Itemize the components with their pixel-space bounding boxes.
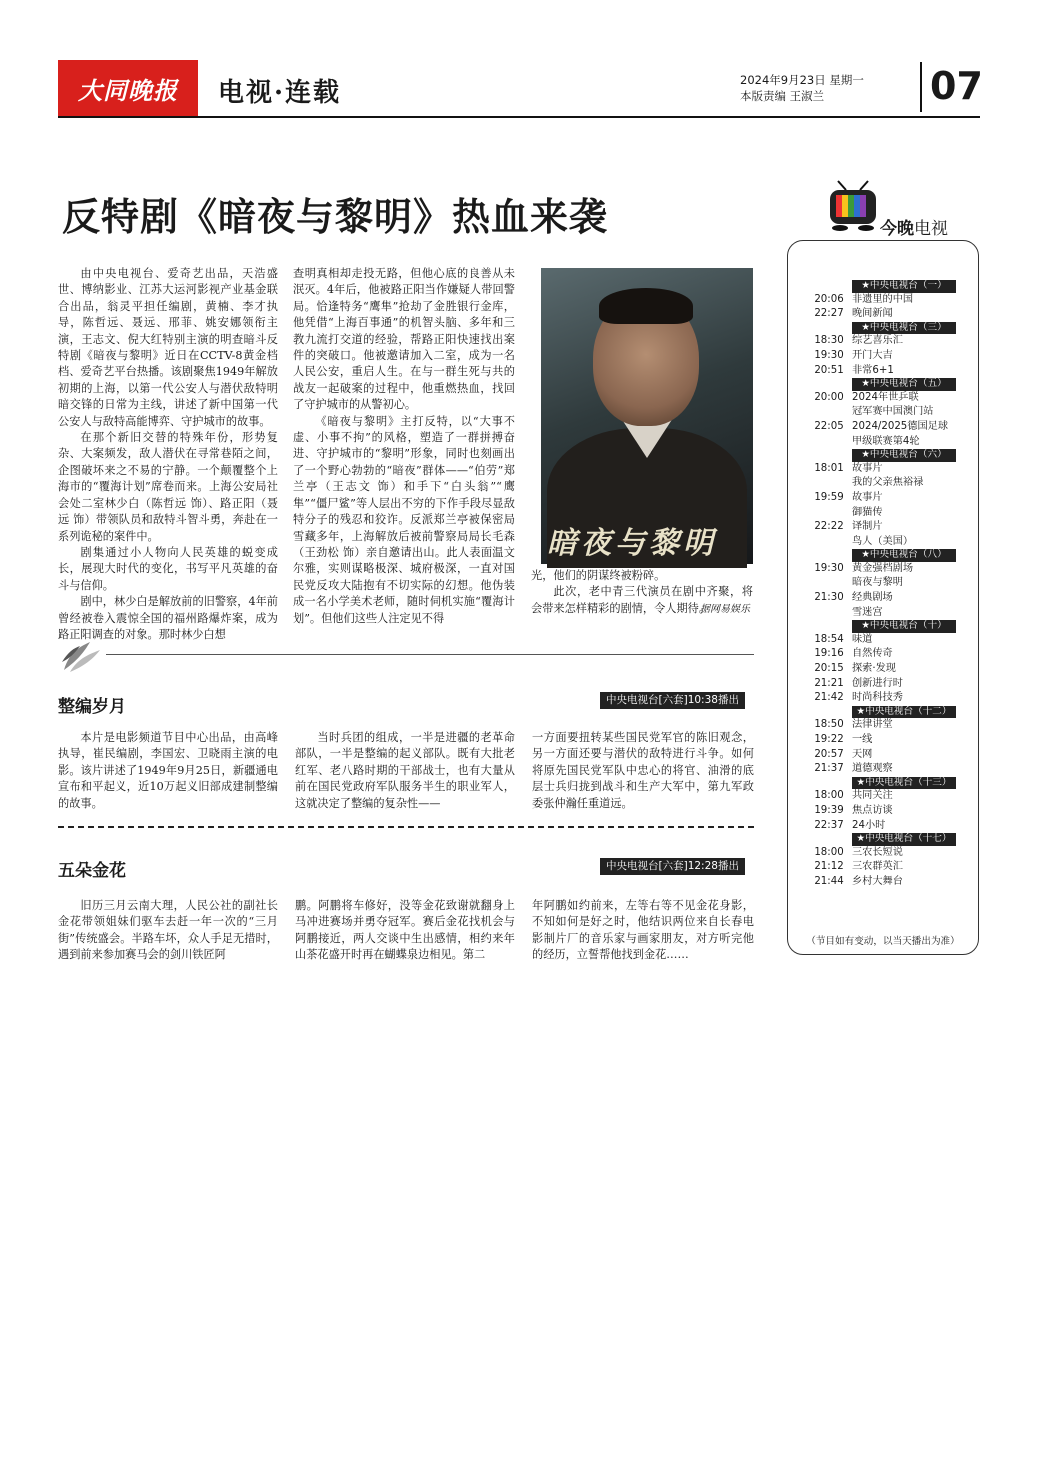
program-time: 21:12 bbox=[814, 861, 844, 873]
newspaper-logo: 大同晚报 bbox=[58, 60, 198, 116]
program-title: 24小时 bbox=[852, 819, 886, 831]
program-time: 18:00 bbox=[814, 846, 844, 858]
flower-ornament-icon bbox=[60, 640, 104, 674]
program-row bbox=[806, 405, 956, 420]
program-row bbox=[806, 804, 956, 819]
program-title: 故事片 bbox=[852, 491, 883, 503]
program-time: 18:50 bbox=[814, 719, 844, 731]
program-title: 一线 bbox=[852, 734, 873, 745]
program-title: 法律讲堂 bbox=[852, 719, 893, 731]
program-row bbox=[806, 662, 956, 677]
channel-header: ★中央电视台（十） bbox=[852, 620, 956, 633]
drama-still-photo bbox=[541, 268, 753, 564]
program-row bbox=[806, 435, 956, 450]
program-time: 21:44 bbox=[814, 875, 844, 887]
source-credit: 据网易娱乐 bbox=[700, 604, 750, 615]
program-title: 探索·发现 bbox=[852, 663, 896, 675]
program-title: 暗夜与黎明 bbox=[852, 577, 903, 589]
paragraph: 剧集通过小人物向人民英雄的蜕变成长，展现大时代的变化，书写平凡英雄的奋斗与信仰。 bbox=[58, 545, 278, 592]
program-title: 2024/2025德国足球 bbox=[852, 420, 949, 432]
program-title: 道德观察 bbox=[852, 763, 893, 775]
program-time: 22:05 bbox=[814, 420, 844, 432]
tv-icon bbox=[826, 180, 880, 232]
program-title: 鸟人（美国） bbox=[852, 535, 914, 547]
program-row bbox=[806, 520, 956, 535]
dashed-divider bbox=[58, 826, 754, 828]
story3-column-3 bbox=[532, 898, 754, 968]
program-title: 御猫传 bbox=[852, 506, 883, 518]
tv-listing bbox=[806, 280, 956, 890]
program-time: 21:37 bbox=[814, 763, 844, 775]
story2-column-3 bbox=[532, 730, 754, 816]
program-row bbox=[806, 677, 956, 692]
program-title: 非遗里的中国 bbox=[852, 293, 914, 305]
program-title: 综艺喜乐汇 bbox=[852, 335, 903, 347]
paragraph: 由中央电视台、爱奇艺出品，天浩盛世、博纳影业、江苏大运河影视产业基金联合出品，翁灵平担任编剧，黄楠、李才执导，陈哲远、聂远、邢菲、姚安娜领衔主演，王志文、倪大红特别主演的明查暗斗反特剧《暗夜与黎明》近日在CCTV-8黄金档档、爱奇艺平台热播。该剧聚焦1949年解放初期的上海，以第一代公安人与潜伏敌特明暗交锋的日常为主线，讲述了新中国第一代公安人与敌特高能博弈、守护城市的故事。 bbox=[58, 267, 278, 428]
program-title: 三农群英汇 bbox=[852, 861, 903, 873]
program-row bbox=[806, 562, 956, 577]
program-time: 20:15 bbox=[814, 663, 844, 675]
program-row bbox=[806, 576, 956, 591]
program-title: 乡村大舞台 bbox=[852, 875, 903, 887]
program-time: 20:00 bbox=[814, 391, 844, 403]
program-title: 三农长短说 bbox=[852, 846, 903, 858]
header-rule bbox=[58, 116, 980, 118]
broadcast-tag: 中央电视台[六套]12:28播出 bbox=[600, 858, 745, 875]
paragraph: 在那个新旧交替的特殊年份，形势复杂、大案频发，敌人潜伏在寻常巷陌之间，企图破坏来之不易的宁静。一个颠覆整个上海市的“覆海计划”席卷而来。上海公安局社会处二室林少白（陈哲远 饰）、路正阳（聂远 饰）带领队员和敌特斗智斗勇，奔赴在一系列诡秘的案件中。 bbox=[58, 431, 278, 543]
program-time: 21:30 bbox=[814, 592, 844, 604]
program-row bbox=[806, 606, 956, 621]
program-time: 19:22 bbox=[814, 734, 844, 745]
issue-date: 2024年9月23日 星期一 bbox=[740, 73, 864, 87]
story-title-zhengbian: 整编岁月 bbox=[58, 697, 126, 717]
feature-headline: 反特剧《暗夜与黎明》热血来袭 bbox=[62, 194, 609, 239]
paragraph: 旧历三月云南大理，人民公社的副社长金花带领姐妹们驱车去赶一年一次的“三月街”传统盛会。半路车坏，众人手足无措时，遇到前来参加赛马会的剑川铁匠阿 bbox=[58, 899, 278, 962]
paragraph: 查明真相却走投无路，但他心底的良善从未泯灭。4年后，他被路正阳当作嫌疑人带回警局。恰逢特务“鹰隼”抢劫了金胜银行金库，他凭借“上海百事通”的机智头脑、多年和三教九流打交道的经验，帮路正阳快速找出案件的突破口。他被邀请加入二室，成为一名人民公安，重启人生。在与一群生死与共的战友一起破案的过程中，他重燃热血，找回了守护城市的从警初心。 bbox=[293, 267, 515, 412]
feature-column-1 bbox=[58, 266, 278, 641]
paragraph: 鹏。阿鹏将车修好，没等金花致谢就翻身上马冲进赛场并勇夺冠军。赛后金花找机会与阿鹏接近，两人交谈中生出感情，相约来年山茶花盛开时再在蝴蝶泉边相见。第二 bbox=[295, 899, 515, 962]
program-title: 冠军赛中国澳门站 bbox=[852, 406, 934, 418]
program-time: 22:22 bbox=[814, 521, 844, 533]
program-title: 自然传奇 bbox=[852, 648, 893, 660]
program-title: 译制片 bbox=[852, 521, 883, 533]
program-time: 19:16 bbox=[814, 648, 844, 660]
section-name: 电视·连载 bbox=[218, 78, 342, 108]
program-time bbox=[806, 405, 852, 420]
photo-caption: 暗夜与黎明 bbox=[547, 526, 717, 561]
schedule-note: （节目如有变动，以当天播出为准） bbox=[806, 936, 960, 947]
program-row bbox=[806, 591, 956, 606]
program-row bbox=[806, 691, 956, 706]
program-row bbox=[806, 506, 956, 521]
channel-header: ★中央电视台（八） bbox=[852, 549, 956, 562]
program-time bbox=[806, 435, 852, 450]
program-title: 2024年世乒联 bbox=[852, 391, 919, 403]
program-time bbox=[806, 606, 852, 621]
story3-column-2 bbox=[295, 898, 515, 968]
program-row bbox=[806, 491, 956, 506]
program-row bbox=[806, 846, 956, 861]
program-time: 20:57 bbox=[814, 748, 844, 760]
feature-column-2 bbox=[293, 266, 515, 625]
program-title: 甲级联赛第4轮 bbox=[852, 435, 920, 447]
program-row bbox=[806, 733, 956, 748]
program-time bbox=[806, 535, 852, 550]
program-time: 19:30 bbox=[814, 562, 844, 574]
program-row bbox=[806, 860, 956, 875]
program-title: 时尚科技秀 bbox=[852, 692, 903, 704]
channel-header: ★中央电视台（五） bbox=[852, 378, 956, 391]
channel-header: ★中央电视台（十二） bbox=[852, 706, 956, 719]
paragraph: 《暗夜与黎明》主打反特，以“大事不虚、小事不拘”的风格，塑造了一群拼搏奋进、守护城市的“黎明”形象，同时也刻画出了一个野心勃勃的“暗夜”群体——“伯劳”郑兰亭（王志文 饰）和手下“白头翁”“鹰隼”“僵尸鲨”等人层出不穷的下作手段尽显敌特分子的残忍和狡诈。反派郑兰亭被保密局雪藏多年，上海解放后被前警察局局长毛森（王劲松 饰）亲自邀请出山。此人表面温文尔雅，实则谋略极深、城府极深，一直对国民党反攻大陆抱有不切实际的幻想。他伪装成一名小学美术老师，随时伺机实施“覆海计划”。但他们这些人注定见不得 bbox=[293, 414, 515, 625]
program-title: 开门大吉 bbox=[852, 349, 893, 361]
paragraph: 年阿鹏如约前来，左等右等不见金花身影，不知如何是好之时，他结识两位来自长春电影制片厂的音乐家与画家朋友，对方听完他的经历，立誓帮他找到金花…… bbox=[532, 899, 754, 962]
program-time: 21:21 bbox=[814, 677, 844, 689]
story-title-wuduojinhua: 五朵金花 bbox=[58, 861, 126, 881]
program-title: 我的父亲焦裕禄 bbox=[852, 477, 924, 489]
program-time: 18:01 bbox=[814, 462, 844, 474]
program-row bbox=[806, 875, 956, 890]
channel-header: ★中央电视台（三） bbox=[852, 322, 956, 335]
channel-header: ★中央电视台（六） bbox=[852, 449, 956, 462]
program-time bbox=[806, 576, 852, 591]
program-row bbox=[806, 718, 956, 733]
section-divider bbox=[106, 654, 754, 655]
program-time: 20:06 bbox=[814, 293, 844, 305]
tonight-tv-heading bbox=[880, 214, 948, 239]
paragraph: 本片是电影频道节目中心出品，由高峰执导，崔民编剧，李国宏、卫晓雨主演的电影。该片讲述了1949年9月25日，新疆通电宣布和平起义，近10万起义旧部成建制整编的故事。 bbox=[58, 731, 278, 810]
program-row bbox=[806, 819, 956, 834]
tonight-heading-rest: 电视 bbox=[914, 219, 948, 239]
program-row bbox=[806, 762, 956, 777]
story2-column-2 bbox=[295, 730, 515, 816]
program-title: 经典剧场 bbox=[852, 592, 893, 604]
program-time: 18:30 bbox=[814, 335, 844, 347]
program-row bbox=[806, 349, 956, 364]
program-title: 晚间新闻 bbox=[852, 308, 893, 320]
program-title: 焦点访谈 bbox=[852, 804, 893, 816]
program-row bbox=[806, 391, 956, 406]
program-time: 19:39 bbox=[814, 804, 844, 816]
program-time: 18:54 bbox=[814, 633, 844, 645]
program-title: 故事片 bbox=[852, 462, 883, 474]
program-row bbox=[806, 462, 956, 477]
date-editor-info bbox=[740, 72, 864, 104]
program-time bbox=[806, 506, 852, 521]
page-number: 07 bbox=[930, 64, 983, 108]
program-row bbox=[806, 307, 956, 322]
program-title: 创新进行时 bbox=[852, 677, 903, 689]
paragraph: 剧中，林少白是解放前的旧警察，4年前曾经被卷入震惊全国的福州路爆炸案，成为路正阳调查的对象。那时林少白想 bbox=[58, 595, 278, 641]
program-title: 共同关注 bbox=[852, 790, 893, 802]
channel-header: ★中央电视台（一） bbox=[852, 280, 956, 293]
paragraph: 当时兵团的组成，一半是进疆的老革命部队，一半是整编的起义部队。既有大批老红军、老八路时期的干部战士，也有大量从前在国民党政府军队服务半生的职业军人，这就决定了整编的复杂性—— bbox=[295, 731, 515, 810]
page-editor: 本版责编 王淑兰 bbox=[740, 89, 825, 103]
channel-header: ★中央电视台（十三） bbox=[852, 777, 956, 790]
program-row bbox=[806, 293, 956, 308]
program-row bbox=[806, 420, 956, 435]
program-time bbox=[806, 476, 852, 491]
program-time: 19:59 bbox=[814, 491, 844, 503]
program-row bbox=[806, 535, 956, 550]
program-title: 非常6+1 bbox=[852, 364, 894, 376]
program-time: 19:30 bbox=[814, 349, 844, 361]
paragraph: 一方面要扭转某些国民党军官的陈旧观念，另一方面还要与潜伏的敌特进行斗争。如何将原先国民党军队中忠心的将官、油滑的底层士兵归拢到战斗和生产大军中，第九军政委张仲瀚任重道远。 bbox=[532, 731, 754, 810]
paragraph: 此次，老中青三代演员在剧中齐聚，将会带来怎样精彩的剧情，令人期待。 bbox=[531, 585, 753, 615]
broadcast-tag: 中央电视台[六套]10:38播出 bbox=[600, 692, 745, 709]
program-time: 21:42 bbox=[814, 692, 844, 704]
program-title: 味道 bbox=[852, 633, 873, 645]
program-row bbox=[806, 633, 956, 648]
program-title: 黄金强档剧场 bbox=[852, 562, 914, 574]
photo-figure-hair bbox=[599, 288, 693, 324]
program-row bbox=[806, 748, 956, 763]
program-row bbox=[806, 334, 956, 349]
program-title: 天网 bbox=[852, 748, 873, 760]
program-time: 20:51 bbox=[814, 364, 844, 376]
program-time: 18:00 bbox=[814, 790, 844, 802]
channel-header: ★中央电视台（十七） bbox=[852, 833, 956, 846]
program-title: 雪迷宫 bbox=[852, 606, 883, 618]
paragraph: 光，他们的阴谋终被粉碎。 bbox=[531, 569, 666, 582]
program-row bbox=[806, 647, 956, 662]
program-row bbox=[806, 364, 956, 379]
program-time: 22:27 bbox=[814, 308, 844, 320]
program-row bbox=[806, 476, 956, 491]
tonight-heading-bold: 今晚 bbox=[880, 219, 914, 239]
story3-column-1 bbox=[58, 898, 278, 968]
program-row bbox=[806, 789, 956, 804]
program-time: 22:37 bbox=[814, 819, 844, 831]
story2-column-1 bbox=[58, 730, 278, 816]
header-divider bbox=[920, 62, 922, 112]
